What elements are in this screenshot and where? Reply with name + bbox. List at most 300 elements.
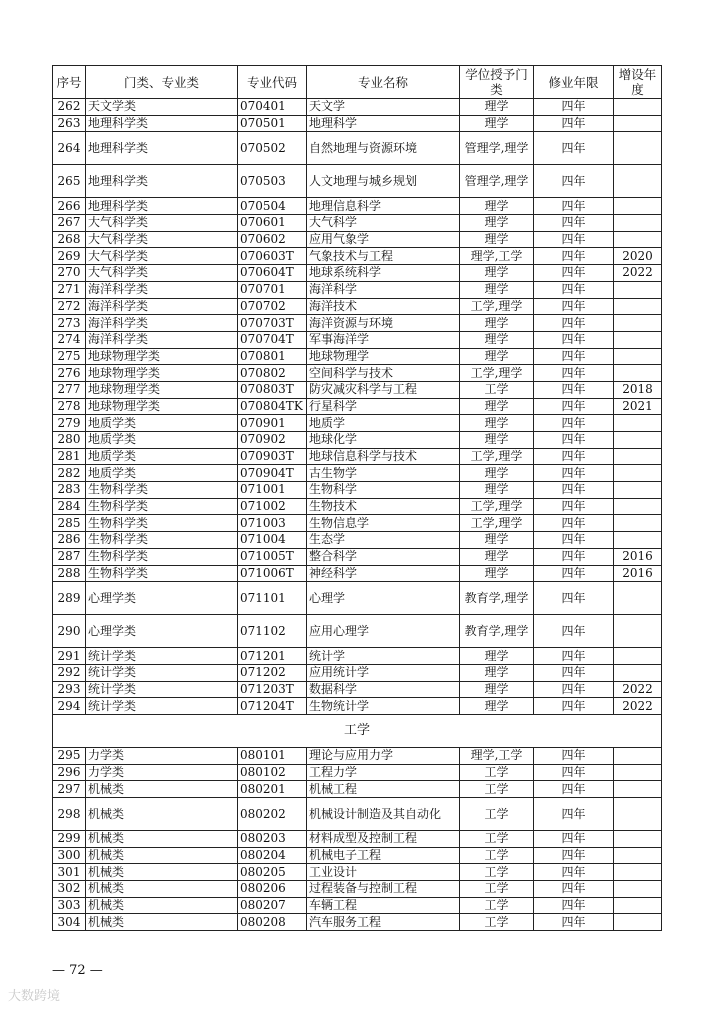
cell-category: 心理学类 xyxy=(86,615,238,648)
cell-duration: 四年 xyxy=(534,847,614,864)
cell-degree: 工学 xyxy=(460,798,534,831)
cell-degree: 理学 xyxy=(460,664,534,681)
cell-duration: 四年 xyxy=(534,165,614,198)
cell-duration: 四年 xyxy=(534,681,614,698)
cell-major-name: 海洋资源与环境 xyxy=(307,315,460,332)
cell-duration: 四年 xyxy=(534,365,614,382)
cell-code: 071001 xyxy=(238,482,307,499)
cell-duration: 四年 xyxy=(534,315,614,332)
cell-duration: 四年 xyxy=(534,798,614,831)
cell-code: 070603T xyxy=(238,248,307,265)
cell-index: 262 xyxy=(53,99,86,116)
cell-duration: 四年 xyxy=(534,532,614,549)
cell-major-name: 心理学 xyxy=(307,582,460,615)
cell-degree: 工学 xyxy=(460,881,534,898)
cell-index: 299 xyxy=(53,831,86,848)
cell-code: 071101 xyxy=(238,582,307,615)
cell-index: 266 xyxy=(53,198,86,215)
table-row xyxy=(53,215,662,232)
cell-major-name: 自然地理与资源环境 xyxy=(307,132,460,165)
cell-duration: 四年 xyxy=(534,914,614,931)
cell-index: 271 xyxy=(53,281,86,298)
table-row xyxy=(53,582,662,615)
cell-index: 281 xyxy=(53,448,86,465)
cell-code: 071005T xyxy=(238,548,307,565)
cell-year-added xyxy=(614,648,662,665)
cell-category: 生物科学类 xyxy=(86,482,238,499)
cell-category: 地质学类 xyxy=(86,432,238,449)
cell-category: 大气科学类 xyxy=(86,265,238,282)
cell-code: 071002 xyxy=(238,498,307,515)
cell-year-added xyxy=(614,115,662,132)
cell-code: 070904T xyxy=(238,465,307,482)
cell-degree: 理学 xyxy=(460,99,534,116)
table-row xyxy=(53,515,662,532)
cell-code: 080203 xyxy=(238,831,307,848)
cell-code: 071003 xyxy=(238,515,307,532)
cell-code: 070803T xyxy=(238,381,307,398)
table-row xyxy=(53,565,662,582)
cell-major-name: 整合科学 xyxy=(307,548,460,565)
cell-code: 070703T xyxy=(238,315,307,332)
cell-index: 270 xyxy=(53,265,86,282)
cell-duration: 四年 xyxy=(534,864,614,881)
cell-code: 070501 xyxy=(238,115,307,132)
table-row xyxy=(53,831,662,848)
cell-year-added: 2018 xyxy=(614,381,662,398)
cell-category: 海洋科学类 xyxy=(86,281,238,298)
cell-category: 地质学类 xyxy=(86,465,238,482)
table-row xyxy=(53,365,662,382)
cell-index: 293 xyxy=(53,681,86,698)
cell-major-name: 机械设计制造及其自动化 xyxy=(307,798,460,831)
cell-code: 071004 xyxy=(238,532,307,549)
cell-duration: 四年 xyxy=(534,198,614,215)
table-row xyxy=(53,664,662,681)
cell-category: 大气科学类 xyxy=(86,248,238,265)
table-row xyxy=(53,897,662,914)
cell-major-name: 生物统计学 xyxy=(307,698,460,715)
cell-year-added: 2016 xyxy=(614,565,662,582)
cell-year-added xyxy=(614,498,662,515)
cell-year-added xyxy=(614,582,662,615)
cell-degree: 理学 xyxy=(460,215,534,232)
col-header-major-name: 专业名称 xyxy=(307,66,460,99)
cell-duration: 四年 xyxy=(534,698,614,715)
cell-degree: 理学 xyxy=(460,115,534,132)
cell-major-name: 汽车服务工程 xyxy=(307,914,460,931)
table-row xyxy=(53,99,662,116)
cell-code: 080204 xyxy=(238,847,307,864)
table-row xyxy=(53,231,662,248)
cell-index: 274 xyxy=(53,331,86,348)
cell-category: 力学类 xyxy=(86,764,238,781)
table-row xyxy=(53,132,662,165)
cell-major-name: 理论与应用力学 xyxy=(307,747,460,764)
cell-duration: 四年 xyxy=(534,99,614,116)
cell-major-name: 古生物学 xyxy=(307,465,460,482)
cell-degree: 工学,理学 xyxy=(460,515,534,532)
cell-category: 机械类 xyxy=(86,897,238,914)
cell-index: 278 xyxy=(53,398,86,415)
cell-year-added xyxy=(614,747,662,764)
cell-index: 289 xyxy=(53,582,86,615)
cell-code: 080101 xyxy=(238,747,307,764)
cell-index: 291 xyxy=(53,648,86,665)
cell-major-name: 人文地理与城乡规划 xyxy=(307,165,460,198)
table-row xyxy=(53,165,662,198)
cell-category: 机械类 xyxy=(86,831,238,848)
cell-index: 264 xyxy=(53,132,86,165)
cell-major-name: 空间科学与技术 xyxy=(307,365,460,382)
cell-major-name: 应用气象学 xyxy=(307,231,460,248)
cell-code: 070902 xyxy=(238,432,307,449)
cell-category: 机械类 xyxy=(86,798,238,831)
cell-year-added xyxy=(614,448,662,465)
table-row xyxy=(53,331,662,348)
cell-major-name: 生物技术 xyxy=(307,498,460,515)
cell-major-name: 地球信息科学与技术 xyxy=(307,448,460,465)
cell-index: 284 xyxy=(53,498,86,515)
cell-index: 279 xyxy=(53,415,86,432)
cell-year-added xyxy=(614,764,662,781)
cell-category: 生物科学类 xyxy=(86,548,238,565)
cell-code: 070901 xyxy=(238,415,307,432)
cell-duration: 四年 xyxy=(534,781,614,798)
cell-degree: 理学 xyxy=(460,565,534,582)
cell-category: 心理学类 xyxy=(86,582,238,615)
cell-degree: 工学 xyxy=(460,864,534,881)
cell-major-name: 统计学 xyxy=(307,648,460,665)
cell-index: 296 xyxy=(53,764,86,781)
cell-category: 地理科学类 xyxy=(86,132,238,165)
cell-degree: 理学 xyxy=(460,532,534,549)
cell-code: 080207 xyxy=(238,897,307,914)
cell-category: 生物科学类 xyxy=(86,565,238,582)
page-number: — 72 — xyxy=(52,963,103,978)
section-heading: 工学 xyxy=(53,714,662,747)
cell-degree: 理学 xyxy=(460,348,534,365)
cell-code: 080206 xyxy=(238,881,307,898)
cell-category: 地质学类 xyxy=(86,448,238,465)
cell-year-added xyxy=(614,198,662,215)
cell-year-added: 2020 xyxy=(614,248,662,265)
cell-duration: 四年 xyxy=(534,298,614,315)
cell-degree: 工学 xyxy=(460,381,534,398)
table-row xyxy=(53,465,662,482)
cell-duration: 四年 xyxy=(534,831,614,848)
table-row xyxy=(53,348,662,365)
cell-index: 283 xyxy=(53,482,86,499)
table-row xyxy=(53,698,662,715)
cell-degree: 理学 xyxy=(460,548,534,565)
cell-degree: 工学 xyxy=(460,914,534,931)
cell-index: 292 xyxy=(53,664,86,681)
cell-code: 071102 xyxy=(238,615,307,648)
cell-year-added xyxy=(614,165,662,198)
cell-degree: 理学 xyxy=(460,698,534,715)
cell-index: 295 xyxy=(53,747,86,764)
cell-duration: 四年 xyxy=(534,498,614,515)
cell-year-added xyxy=(614,331,662,348)
cell-code: 071201 xyxy=(238,648,307,665)
table-row xyxy=(53,298,662,315)
cell-category: 机械类 xyxy=(86,781,238,798)
cell-major-name: 防灾减灾科学与工程 xyxy=(307,381,460,398)
cell-category: 地质学类 xyxy=(86,415,238,432)
cell-major-name: 机械电子工程 xyxy=(307,847,460,864)
table-row xyxy=(53,615,662,648)
cell-category: 地理科学类 xyxy=(86,198,238,215)
cell-category: 统计学类 xyxy=(86,648,238,665)
cell-degree: 理学 xyxy=(460,265,534,282)
col-header-year-added: 增设年度 xyxy=(614,66,662,99)
cell-category: 地球物理学类 xyxy=(86,381,238,398)
cell-year-added xyxy=(614,831,662,848)
cell-duration: 四年 xyxy=(534,331,614,348)
cell-year-added: 2022 xyxy=(614,265,662,282)
cell-year-added xyxy=(614,482,662,499)
cell-major-name: 地质学 xyxy=(307,415,460,432)
cell-category: 地理科学类 xyxy=(86,115,238,132)
cell-duration: 四年 xyxy=(534,615,614,648)
cell-index: 276 xyxy=(53,365,86,382)
cell-category: 天文学类 xyxy=(86,99,238,116)
cell-year-added: 2021 xyxy=(614,398,662,415)
cell-category: 地理科学类 xyxy=(86,165,238,198)
cell-major-name: 地理科学 xyxy=(307,115,460,132)
cell-duration: 四年 xyxy=(534,231,614,248)
cell-code: 070604T xyxy=(238,265,307,282)
cell-major-name: 天文学 xyxy=(307,99,460,116)
cell-degree: 理学,工学 xyxy=(460,248,534,265)
col-header-degree: 学位授予门类 xyxy=(460,66,534,99)
watermark: 大数跨境 xyxy=(8,989,61,1004)
cell-duration: 四年 xyxy=(534,664,614,681)
cell-duration: 四年 xyxy=(534,881,614,898)
cell-degree: 理学 xyxy=(460,681,534,698)
cell-year-added xyxy=(614,798,662,831)
cell-index: 288 xyxy=(53,565,86,582)
cell-category: 生物科学类 xyxy=(86,498,238,515)
table-row xyxy=(53,198,662,215)
table-row xyxy=(53,914,662,931)
cell-category: 统计学类 xyxy=(86,664,238,681)
cell-year-added: 2016 xyxy=(614,548,662,565)
table-row xyxy=(53,265,662,282)
table-row xyxy=(53,881,662,898)
cell-major-name: 地理信息科学 xyxy=(307,198,460,215)
table-row xyxy=(53,864,662,881)
cell-major-name: 数据科学 xyxy=(307,681,460,698)
table-row xyxy=(53,764,662,781)
cell-code: 080205 xyxy=(238,864,307,881)
cell-year-added xyxy=(614,215,662,232)
cell-code: 080208 xyxy=(238,914,307,931)
table-row xyxy=(53,648,662,665)
col-header-code: 专业代码 xyxy=(238,66,307,99)
cell-duration: 四年 xyxy=(534,348,614,365)
cell-index: 286 xyxy=(53,532,86,549)
cell-degree: 工学 xyxy=(460,831,534,848)
cell-degree: 理学 xyxy=(460,315,534,332)
cell-duration: 四年 xyxy=(534,281,614,298)
cell-index: 269 xyxy=(53,248,86,265)
cell-degree: 工学 xyxy=(460,897,534,914)
col-header-index: 序号 xyxy=(53,66,86,99)
cell-category: 地球物理学类 xyxy=(86,398,238,415)
cell-year-added xyxy=(614,99,662,116)
cell-code: 080202 xyxy=(238,798,307,831)
cell-degree: 工学,理学 xyxy=(460,365,534,382)
table-row xyxy=(53,798,662,831)
cell-index: 304 xyxy=(53,914,86,931)
cell-index: 298 xyxy=(53,798,86,831)
cell-major-name: 气象技术与工程 xyxy=(307,248,460,265)
cell-index: 290 xyxy=(53,615,86,648)
cell-category: 海洋科学类 xyxy=(86,331,238,348)
cell-degree: 工学,理学 xyxy=(460,448,534,465)
cell-major-name: 地球系统科学 xyxy=(307,265,460,282)
cell-code: 070601 xyxy=(238,215,307,232)
cell-major-name: 生物科学 xyxy=(307,482,460,499)
cell-duration: 四年 xyxy=(534,115,614,132)
cell-category: 机械类 xyxy=(86,847,238,864)
cell-major-name: 机械工程 xyxy=(307,781,460,798)
cell-major-name: 车辆工程 xyxy=(307,897,460,914)
cell-index: 302 xyxy=(53,881,86,898)
cell-degree: 理学 xyxy=(460,482,534,499)
col-header-category: 门类、专业类 xyxy=(86,66,238,99)
table-row xyxy=(53,482,662,499)
cell-index: 272 xyxy=(53,298,86,315)
cell-year-added xyxy=(614,415,662,432)
cell-duration: 四年 xyxy=(534,747,614,764)
cell-year-added xyxy=(614,881,662,898)
cell-code: 070903T xyxy=(238,448,307,465)
cell-duration: 四年 xyxy=(534,248,614,265)
cell-duration: 四年 xyxy=(534,381,614,398)
cell-major-name: 生态学 xyxy=(307,532,460,549)
cell-duration: 四年 xyxy=(534,432,614,449)
cell-code: 071202 xyxy=(238,664,307,681)
cell-degree: 教育学,理学 xyxy=(460,582,534,615)
cell-degree: 教育学,理学 xyxy=(460,615,534,648)
cell-duration: 四年 xyxy=(534,132,614,165)
col-header-duration: 修业年限 xyxy=(534,66,614,99)
cell-index: 265 xyxy=(53,165,86,198)
section-row xyxy=(53,714,662,747)
cell-year-added xyxy=(614,914,662,931)
cell-code: 070503 xyxy=(238,165,307,198)
cell-duration: 四年 xyxy=(534,582,614,615)
cell-duration: 四年 xyxy=(534,448,614,465)
cell-year-added xyxy=(614,365,662,382)
majors-table xyxy=(52,65,662,931)
cell-degree: 工学,理学 xyxy=(460,298,534,315)
table-row xyxy=(53,532,662,549)
cell-year-added xyxy=(614,231,662,248)
cell-major-name: 工业设计 xyxy=(307,864,460,881)
cell-code: 070702 xyxy=(238,298,307,315)
table-row xyxy=(53,681,662,698)
cell-degree: 理学 xyxy=(460,648,534,665)
cell-category: 机械类 xyxy=(86,881,238,898)
cell-category: 生物科学类 xyxy=(86,515,238,532)
cell-duration: 四年 xyxy=(534,398,614,415)
cell-year-added xyxy=(614,281,662,298)
table-row xyxy=(53,498,662,515)
cell-duration: 四年 xyxy=(534,648,614,665)
cell-code: 070401 xyxy=(238,99,307,116)
cell-year-added: 2022 xyxy=(614,698,662,715)
cell-code: 071203T xyxy=(238,681,307,698)
cell-degree: 理学 xyxy=(460,465,534,482)
cell-code: 070701 xyxy=(238,281,307,298)
cell-duration: 四年 xyxy=(534,265,614,282)
cell-degree: 管理学,理学 xyxy=(460,165,534,198)
table-body xyxy=(53,99,662,931)
table-row xyxy=(53,781,662,798)
cell-category: 海洋科学类 xyxy=(86,315,238,332)
cell-degree: 理学,工学 xyxy=(460,747,534,764)
cell-index: 303 xyxy=(53,897,86,914)
cell-major-name: 大气科学 xyxy=(307,215,460,232)
cell-category: 力学类 xyxy=(86,747,238,764)
cell-category: 大气科学类 xyxy=(86,231,238,248)
cell-category: 统计学类 xyxy=(86,698,238,715)
cell-index: 275 xyxy=(53,348,86,365)
cell-major-name: 应用心理学 xyxy=(307,615,460,648)
cell-year-added xyxy=(614,465,662,482)
cell-category: 海洋科学类 xyxy=(86,298,238,315)
cell-year-added xyxy=(614,664,662,681)
cell-year-added xyxy=(614,847,662,864)
table-row xyxy=(53,847,662,864)
cell-index: 285 xyxy=(53,515,86,532)
cell-degree: 工学,理学 xyxy=(460,498,534,515)
cell-year-added xyxy=(614,298,662,315)
cell-category: 机械类 xyxy=(86,864,238,881)
cell-year-added xyxy=(614,132,662,165)
cell-duration: 四年 xyxy=(534,897,614,914)
cell-year-added xyxy=(614,432,662,449)
cell-year-added: 2022 xyxy=(614,681,662,698)
table-row xyxy=(53,448,662,465)
cell-year-added xyxy=(614,515,662,532)
cell-index: 282 xyxy=(53,465,86,482)
table-row xyxy=(53,548,662,565)
cell-index: 273 xyxy=(53,315,86,332)
cell-index: 280 xyxy=(53,432,86,449)
cell-code: 070704T xyxy=(238,331,307,348)
cell-code: 070801 xyxy=(238,348,307,365)
cell-duration: 四年 xyxy=(534,764,614,781)
cell-degree: 理学 xyxy=(460,331,534,348)
table-row xyxy=(53,415,662,432)
cell-year-added xyxy=(614,348,662,365)
cell-major-name: 应用统计学 xyxy=(307,664,460,681)
cell-year-added xyxy=(614,897,662,914)
cell-major-name: 材料成型及控制工程 xyxy=(307,831,460,848)
cell-index: 268 xyxy=(53,231,86,248)
cell-major-name: 生物信息学 xyxy=(307,515,460,532)
cell-major-name: 行星科学 xyxy=(307,398,460,415)
cell-degree: 管理学,理学 xyxy=(460,132,534,165)
cell-major-name: 过程装备与控制工程 xyxy=(307,881,460,898)
cell-index: 300 xyxy=(53,847,86,864)
cell-year-added xyxy=(614,864,662,881)
